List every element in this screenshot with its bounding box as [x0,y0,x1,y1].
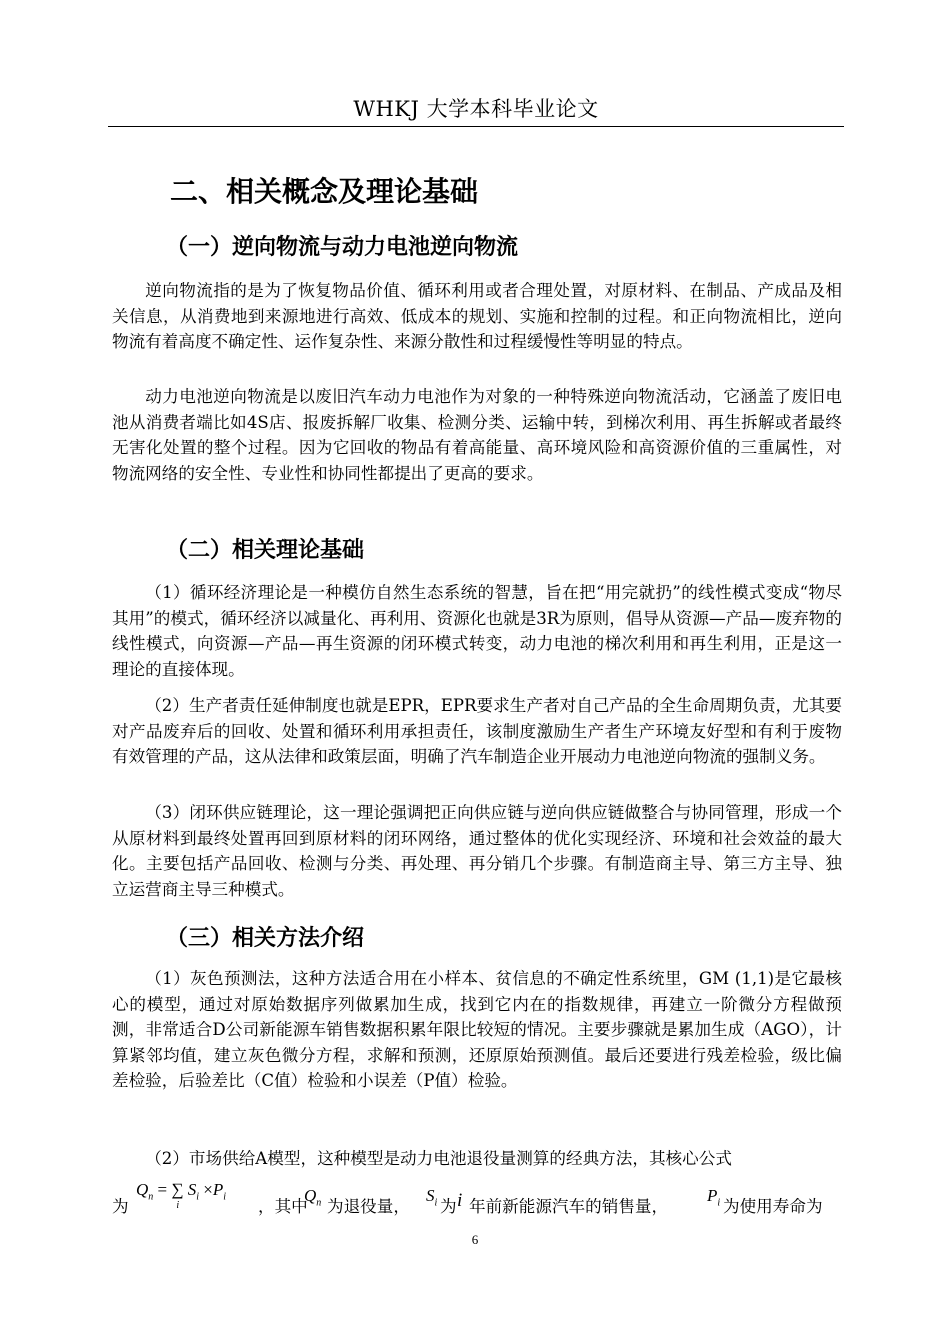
sum-symbol: ∑ [171,1180,184,1199]
running-header: WHKJ 大学本科毕业论文 [353,97,599,121]
inline-si-sub: i [434,1197,438,1209]
formula-text-for: 为 [440,1197,457,1216]
inline-pi [707,1186,720,1208]
formula-text-sales: 年前新能源汽车的销售量， [469,1197,669,1216]
inline-si-symbol: S [426,1186,435,1205]
formula-q: Q [136,1180,149,1199]
formula-equals: = [157,1180,168,1199]
formula-line [112,1160,842,1220]
formula-text-lifetime: 为使用寿命为 [723,1197,823,1216]
formula-text-retire: 为退役量， [327,1197,410,1216]
header-divider [108,126,844,127]
paragraph-battery-reverse-logistics: 动力电池逆向物流是以废旧汽车动力电池作为对象的一种特殊逆向物流活动，它涵盖了废旧电池从消费者端比如4S店、报废拆解厂收集、检测分类、运输中转，到梯次利用、再生拆解或者最终无害化处置的整个过程。因为它回收的物品有着高能量、高环境风险和高资源价值的三重属性，对物流网络的安全性、专业性和协同性都提出了更高的要求。 [112,387,842,483]
inline-pi-sub: i [717,1197,721,1209]
paragraph-grey-prediction: （1）灰色预测法，这种方法适合用在小样本、贫信息的不确定性系统里，GM (1,1)是它最核心的模型，通过对原始数据序列做累加生成，找到它内在的指数规律，再建立一阶微分方程做预测，非常适合D公司新能源车销售数据积累年限比较短的情况。主要步骤就是累加生成（AGO），计算紧邻均值，建立灰色微分方程，求解和预测，还原原始预测值。最后还要进行残差检验，级比偏差检验，后验差比（C值）检验和小误差（P值）检验。 [112,969,842,1091]
formula-p-sub: i [223,1191,227,1203]
inline-qn [304,1186,321,1208]
section-title-3: （三）相关方法介绍 [166,926,365,951]
formula-prefix: 为 [112,1197,129,1216]
paragraph-closed-loop: （3）闭环供应链理论，这一理论强调把正向供应链与逆向供应链做整合与协同管理，形成一个从原材料到最终处置再回到原材料的闭环网络，通过整体的优化实现经济、环境和社会效益的最大化。主要包括产品回收、检测与分类、再处理、再分销几个步骤。有制造商主导、第三方主导、独立运营商主导三种模式。 [112,803,842,899]
formula-q-sub: n [148,1191,154,1203]
formula-times: × [203,1180,213,1199]
sum-icon [171,1180,184,1211]
inline-qn-symbol: Q [304,1186,317,1205]
core-formula [136,1180,227,1211]
chapter-title: 二、相关概念及理论基础 [170,175,479,208]
paragraph-market-supply-model: （2）市场供给A模型，这种模型是动力电池退役量测算的经典方法，其核心公式 [145,1149,732,1168]
section-title-1: （一）逆向物流与动力电池逆向物流 [166,235,519,260]
inline-qn-sub: n [316,1197,322,1209]
section-title-2: （二）相关理论基础 [166,538,365,563]
formula-s-sub: i [196,1191,200,1203]
inline-i: i [457,1190,463,1211]
formula-s: S [187,1180,197,1199]
formula-text-where: ，其中 [258,1197,308,1216]
paragraph-circular-economy: （1）循环经济理论是一种模仿自然生态系统的智慧，旨在把“用完就扔”的线性模式变成“物尽其用”的模式，循环经济以减量化、再利用、资源化也就是3R为原则，倡导从资源—产品—废弃物的线性模式，向资源—产品—再生资源的闭环模式转变，动力电池的梯次利用和再生利用，正是这一理论的直接体现。 [112,583,842,679]
inline-pi-symbol: P [707,1186,718,1205]
sum-subscript: i [176,1200,180,1211]
paragraph-epr: （2）生产者责任延伸制度也就是EPR，EPR要求生产者对自己产品的全生命周期负责，尤其要对产品废弃后的回收、处置和循环利用承担责任，该制度激励生产者生产环境友好型和有利于废物有效管理的产品，这从法律和政策层面，明确了汽车制造企业开展动力电池逆向物流的强制义务。 [112,696,842,767]
formula-p: P [212,1180,224,1199]
inline-si [426,1186,437,1208]
page-number: 6 [471,1232,479,1247]
paragraph-reverse-logistics: 逆向物流指的是为了恢复物品价值、循环利用或者合理处置，对原材料、在制品、产成品及相关信息，从消费地到来源地进行高效、低成本的规划、实施和控制的过程。和正向物流相比，逆向物流有着高度不确定性、运作复杂性、来源分散性和过程缓慢性等明显的特点。 [112,281,842,352]
